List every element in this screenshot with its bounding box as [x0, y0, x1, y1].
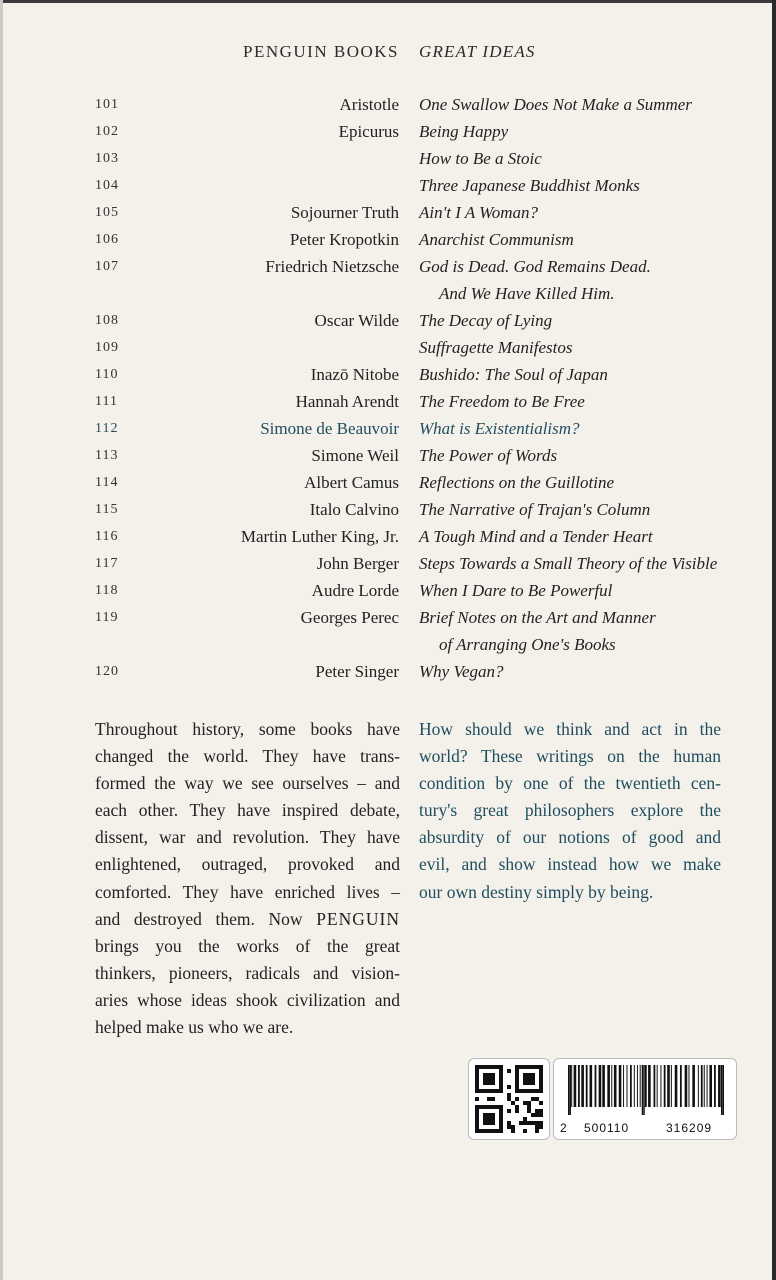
publisher-name: PENGUIN BOOKS	[243, 42, 399, 61]
book-author: John Berger	[316, 554, 399, 573]
description-line: How should we think and act in the	[419, 719, 721, 739]
book-number: 101	[95, 97, 119, 112]
description-line: thinkers, pioneers, radicals and vision-	[95, 962, 400, 983]
description-line: changed the world. They have trans-	[95, 746, 400, 767]
book-title: Ain't I A Woman?	[419, 203, 539, 222]
book-title: Reflections on the Guillotine	[419, 473, 614, 492]
book-number: 105	[95, 205, 119, 220]
book-title: Brief Notes on the Art and Manner	[419, 608, 656, 627]
book-title: What is Existentialism?	[419, 419, 580, 438]
book-title: Anarchist Communism	[419, 230, 574, 249]
book-author: Martin Luther King, Jr.	[240, 527, 399, 546]
book-description	[419, 716, 721, 906]
book-author: Inazō Nitobe	[310, 365, 399, 384]
book-number: 106	[95, 232, 119, 247]
barcode-group-1: 500110	[584, 1121, 630, 1135]
book-number: 104	[95, 178, 119, 193]
list-item	[0, 608, 776, 662]
description-line: condition by one of the twentieth cen-	[419, 773, 721, 794]
book-title: The Decay of Lying	[419, 311, 553, 330]
description-line: helped make us who we are.	[95, 1017, 294, 1038]
barcode	[553, 1058, 737, 1140]
book-number: 118	[95, 583, 119, 598]
list-item	[0, 149, 776, 176]
description-line: tury's great philosophers explore the	[419, 800, 721, 821]
book-author: Hannah Arendt	[295, 392, 399, 411]
book-number: 117	[95, 556, 119, 571]
list-item	[0, 446, 776, 473]
list-item	[0, 230, 776, 257]
list-item	[0, 662, 776, 689]
list-item	[0, 473, 776, 500]
barcode-prefix: 2	[560, 1121, 567, 1135]
book-author: Oscar Wilde	[314, 311, 399, 330]
book-title: Steps Towards a Small Theory of the Visible	[419, 554, 718, 573]
book-number: 113	[95, 448, 119, 463]
series-description	[95, 716, 400, 1041]
book-title-continued: of Arranging One's Books	[439, 635, 616, 654]
description-line: our own destiny simply by being.	[419, 881, 654, 902]
description-line: each other. They have inspired debate,	[95, 800, 400, 821]
book-number: 103	[95, 151, 119, 166]
book-author: Albert Camus	[304, 473, 399, 492]
description-line: absurdity of our notions of good and	[419, 827, 721, 848]
description-line-text: and destroyed them. Now	[95, 908, 303, 929]
description-line: Throughout history, some books have	[95, 719, 400, 739]
book-number: 115	[95, 502, 119, 517]
list-item	[0, 392, 776, 419]
book-number: 112	[95, 421, 119, 436]
book-number: 116	[95, 529, 119, 544]
list-item	[0, 122, 776, 149]
list-item	[0, 581, 776, 608]
description-line: formed the way we see ourselves – and	[95, 773, 400, 794]
list-item	[0, 527, 776, 554]
description-line	[95, 906, 400, 933]
list-item	[0, 311, 776, 338]
book-title: Being Happy	[419, 122, 509, 141]
book-number: 114	[95, 475, 119, 490]
list-item	[0, 95, 776, 122]
book-number: 120	[95, 664, 119, 679]
book-author: Peter Singer	[315, 662, 399, 681]
book-title: Three Japanese Buddhist Monks	[419, 176, 640, 195]
list-item	[0, 338, 776, 365]
description-line: dissent, war and revolution. They have	[95, 827, 400, 848]
book-author: Simone de Beauvoir	[260, 419, 399, 438]
book-author: Epicurus	[338, 122, 399, 141]
book-title: Bushido: The Soul of Japan	[419, 365, 608, 384]
description-line: aries whose ideas shook civilization and	[95, 989, 400, 1010]
book-title: The Freedom to Be Free	[419, 392, 585, 411]
description-line: evil, and show instead how we make	[419, 854, 721, 875]
book-title: The Narrative of Trajan's Column	[419, 500, 651, 519]
book-title: God is Dead. God Remains Dead.	[419, 257, 651, 276]
barcode-icon	[568, 1065, 726, 1115]
page-top-edge	[0, 0, 776, 3]
list-item	[0, 419, 776, 446]
book-number: 108	[95, 313, 119, 328]
book-title: Suffragette Manifestos	[419, 338, 573, 357]
book-title-continued: And We Have Killed Him.	[439, 284, 615, 303]
book-list	[0, 95, 776, 689]
description-line: brings you the works of the great	[95, 935, 400, 956]
book-number: 119	[95, 610, 119, 625]
qr-code-icon	[475, 1065, 543, 1133]
book-title: Why Vegan?	[419, 662, 504, 681]
list-item	[0, 257, 776, 311]
book-title: The Power of Words	[419, 446, 558, 465]
list-item	[0, 176, 776, 203]
book-number: 107	[95, 259, 119, 274]
book-author: Simone Weil	[311, 446, 399, 465]
list-item	[0, 554, 776, 581]
description-line: comforted. They have enriched lives –	[95, 881, 400, 902]
book-number: 109	[95, 340, 119, 355]
book-author: Aristotle	[339, 95, 399, 114]
list-item	[0, 365, 776, 392]
book-title: A Tough Mind and a Tender Heart	[419, 527, 653, 546]
book-author: Friedrich Nietzsche	[265, 257, 399, 276]
book-title: One Swallow Does Not Make a Summer	[419, 95, 692, 114]
book-author: Sojourner Truth	[290, 203, 399, 222]
series-name: GREAT IDEAS	[419, 42, 536, 61]
description-line: enlightened, outraged, provoked and	[95, 854, 400, 875]
series-header	[0, 42, 776, 66]
book-number: 111	[95, 394, 118, 409]
book-number: 110	[95, 367, 119, 382]
book-title: When I Dare to Be Powerful	[419, 581, 613, 600]
list-item	[0, 203, 776, 230]
penguin-wordmark: PENGUIN	[316, 908, 400, 929]
book-title: How to Be a Stoic	[419, 149, 542, 168]
qr-code	[468, 1058, 550, 1140]
barcode-group-2: 316209	[666, 1121, 713, 1135]
book-author: Peter Kropotkin	[289, 230, 399, 249]
description-line: world? These writings on the human	[419, 746, 721, 767]
book-author: Georges Perec	[300, 608, 399, 627]
book-author: Italo Calvino	[309, 500, 399, 519]
list-item	[0, 500, 776, 527]
book-number: 102	[95, 124, 119, 139]
book-author: Audre Lorde	[311, 581, 399, 600]
